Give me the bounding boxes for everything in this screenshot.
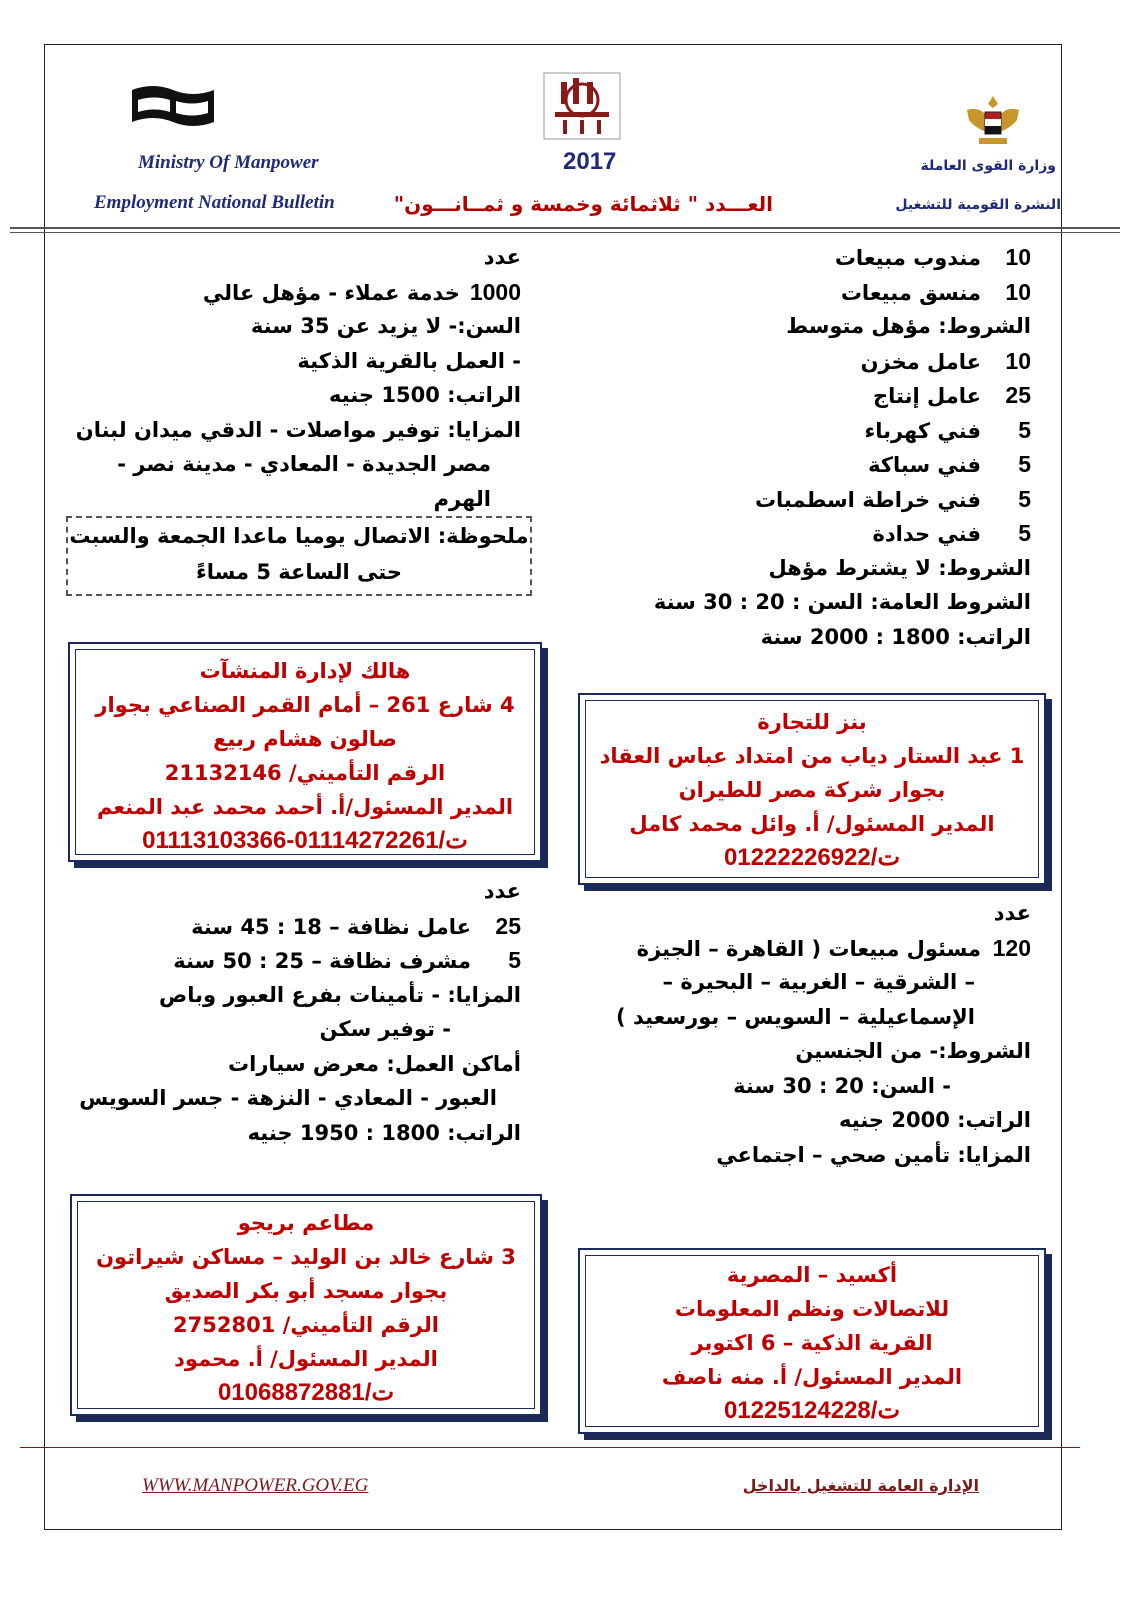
job-line: الشروط العامة: السن : 20 : 30 سنة xyxy=(653,590,1031,614)
count-header: عدد xyxy=(993,901,1031,925)
company-address: 4 شارع 261 – أمام القمر الصناعي بجوار xyxy=(95,693,515,717)
company-address: صالون هشام ربيع xyxy=(213,727,397,751)
eagle-emblem-icon xyxy=(965,92,1021,150)
job-line: 120مسئول مبيعات ( القاهرة – الجيزة xyxy=(636,934,1031,961)
issue-number: العـــدد " ثلاثمائة وخمسة و ثمــانـــون" xyxy=(393,192,773,216)
job-line: - السن: 20 : 30 سنة xyxy=(733,1073,951,1098)
insurance-number: الرقم التأميني/ 21132146 xyxy=(164,761,446,785)
count-header: عدد xyxy=(483,245,521,269)
job-line: الشروط:- من الجنسين xyxy=(795,1039,1031,1063)
count-header: عدد xyxy=(483,879,521,903)
phone-number: ت/01222226922 xyxy=(723,844,901,871)
job-line: 5فني حدادة xyxy=(872,520,1031,546)
company-card-hallak xyxy=(68,642,542,862)
bulletin-year: 2017 xyxy=(563,148,617,175)
job-line: 25عامل إنتاج xyxy=(873,382,1031,408)
header-divider xyxy=(10,227,1120,229)
job-line: 25عامل نظافة – 18 : 45 سنة xyxy=(191,912,521,939)
job-line: 5فني كهرباء xyxy=(864,416,1031,443)
left-column-jobs-2 xyxy=(61,874,521,1150)
company-name: بنز للتجارة xyxy=(757,710,867,734)
job-line: 10منسق مبيعات xyxy=(840,278,1031,305)
right-column-jobs-2 xyxy=(571,896,1031,1172)
manager-name: المدير المسئول/ أ. محمود xyxy=(174,1347,438,1371)
company-address: للاتصالات ونظم المعلومات xyxy=(674,1297,950,1321)
left-column-jobs xyxy=(75,240,521,516)
footer-department: الإدارة العامة للتشغيل بالداخل xyxy=(742,1476,979,1495)
manager-name: المدير المسئول/أ. أحمد محمد عبد المنعم xyxy=(96,795,514,819)
contact-note: ملحوظة: الاتصال يوميا ماعدا الجمعة والسبت حتى الساعة 5 مساءً xyxy=(66,516,532,596)
job-line: 5مشرف نظافة – 25 : 50 سنة xyxy=(173,947,521,973)
job-line: 5فني خراطة اسطمبات xyxy=(754,485,1031,512)
job-line: الشروط: مؤهل متوسط xyxy=(786,314,1031,338)
company-card-brgo xyxy=(70,1194,542,1416)
right-column-jobs xyxy=(591,240,1031,654)
bulletin-title-ar: النشرة القومية للتشغيل xyxy=(895,197,1061,213)
job-line: السن:- لا يزيد عن 35 سنة xyxy=(250,314,521,338)
job-line: المزايا: توفير مواصلات - الدقي ميدان لبنان xyxy=(75,417,521,442)
company-address: 3 شارع خالد بن الوليد – مساكن شيراتون xyxy=(96,1245,516,1269)
job-line: المزايا: تأمين صحي – اجتماعي xyxy=(716,1142,1031,1167)
job-line: الإسماعيلية – السويس – بورسعيد ) xyxy=(616,1004,975,1029)
job-line: 1000خدمة عملاء - مؤهل عالي xyxy=(202,278,521,305)
job-line: المزايا: - تأمينات بفرع العبور وباص xyxy=(158,982,521,1007)
job-line: أماكن العمل: معرض سيارات xyxy=(228,1051,521,1076)
job-line: الراتب: 1500 جنيه xyxy=(329,383,521,407)
job-line: الهرم xyxy=(433,486,491,511)
company-name: هالك لإدارة المنشآت xyxy=(199,659,411,683)
footer-divider xyxy=(20,1447,1080,1448)
company-card-oxid xyxy=(578,1248,1046,1434)
job-line: - توفير سكن xyxy=(319,1017,451,1041)
footer-website-link[interactable]: WWW.MANPOWER.GOV.EG xyxy=(142,1475,369,1496)
company-address: القرية الذكية – 6 اكتوبر xyxy=(691,1331,933,1355)
ministry-title-en: Ministry Of Manpower xyxy=(138,152,319,173)
flag-icon xyxy=(128,82,218,130)
insurance-number: الرقم التأميني/ 2752801 xyxy=(173,1313,439,1337)
ministry-title-ar: وزارة القوى العاملة xyxy=(920,158,1056,174)
job-line: الراتب: 1800 : 1950 جنيه xyxy=(247,1120,521,1145)
job-line: 10عامل مخزن xyxy=(860,347,1031,374)
job-line: الراتب: 1800 : 2000 سنة xyxy=(760,624,1031,649)
bulletin-title-en: Employment National Bulletin xyxy=(94,192,335,213)
job-line: الراتب: 2000 جنيه xyxy=(839,1108,1031,1132)
job-line: - العمل بالقرية الذكية xyxy=(297,348,521,373)
company-name: أكسيد – المصرية xyxy=(726,1263,898,1287)
job-line: 5فني سباكة xyxy=(868,451,1031,477)
company-name: مطاعم بريجو xyxy=(237,1211,375,1235)
company-address: بجوار مسجد أبو بكر الصديق xyxy=(164,1279,448,1303)
job-line: العبور - المعادي - النزهة - جسر السويس xyxy=(79,1086,497,1110)
company-card-benz xyxy=(578,693,1046,885)
header-divider-thin xyxy=(10,232,1120,233)
job-line: 10مندوب مبيعات xyxy=(834,244,1031,270)
phone-number: ت/01225124228 xyxy=(723,1397,901,1424)
job-line: الشروط: لا يشترط مؤهل xyxy=(768,555,1031,580)
company-address: 1 عبد الستار دياب من امتداد عباس العقاد xyxy=(599,744,1025,768)
job-line: – الشرقية – الغربية – البحيرة – xyxy=(662,970,975,994)
manager-name: المدير المسئول/ أ. وائل محمد كامل xyxy=(629,812,995,836)
job-line: مصر الجديدة - المعادي - مدينة نصر - xyxy=(117,452,491,476)
phone-number: ت/01114272261-01113103366 xyxy=(142,827,468,854)
industry-emblem-icon xyxy=(543,72,621,140)
phone-number: ت/01068872881 xyxy=(217,1379,395,1406)
company-address: بجوار شركة مصر للطيران xyxy=(678,778,946,802)
manager-name: المدير المسئول/ أ. منه ناصف xyxy=(661,1365,963,1389)
